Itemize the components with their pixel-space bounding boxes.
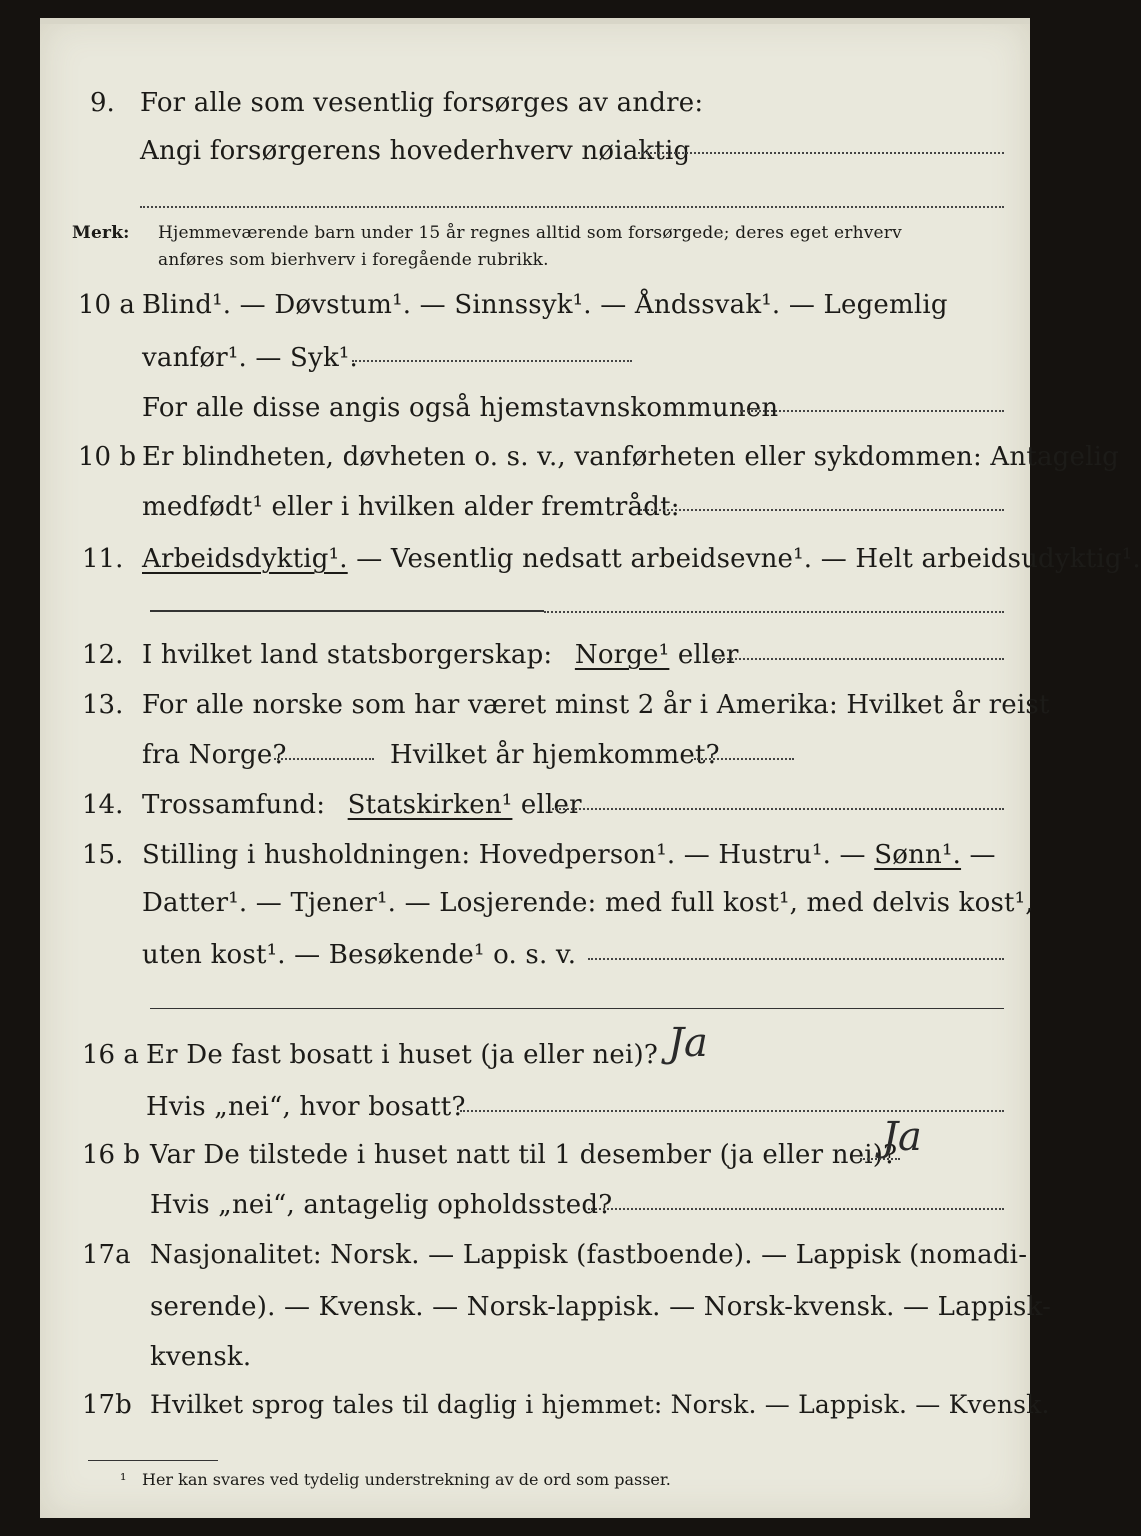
q17b-line1: Hvilket sprog tales til daglig i hjemmet: Norsk. — Lappisk. — Kvensk. [150,1390,1050,1419]
q17b-number: 17b [82,1390,132,1420]
q11-rest: — Vesentlig nedsatt arbeidsevne¹. — Helt arbeidsudyktig¹. [356,544,1141,574]
q17a-line2: serende). — Kvensk. — Norsk-lappisk. — Norsk-kvensk. — Lappisk- [150,1292,1052,1322]
q12-answer-field[interactable] [712,658,1004,660]
q11-rule [150,610,544,612]
q9-line2: Angi forsørgerens hovederhverv nøiaktig [140,136,691,166]
q14-tail: eller [520,790,582,820]
merk-line2: anføres som bierhverv i foregående rubrikk. [158,250,549,270]
q9-line1: For alle som vesentlig forsørges av andre: [140,88,704,118]
footnote-rule [88,1460,218,1461]
q9-answer-field[interactable] [638,152,1004,154]
q9-number: 9. [90,88,115,118]
q14-option-statskirken[interactable]: Statskirken¹ [347,790,513,820]
q15-line1a: Stilling i husholdningen: Hovedperson¹. — Hustru¹. — [142,840,866,870]
q17a-line1: Nasjonalitet: Norsk. — Lappisk (fastboende). — Lappisk (nomadi- [150,1240,1028,1270]
q12-line [142,640,739,670]
q13-return-field[interactable] [694,758,794,760]
q13-line1: For alle norske som har været minst 2 år i Amerika: Hvilket år reist [142,690,1050,720]
q16b-line1: Var De tilstede i huset natt til 1 desember (ja eller nei)? [150,1140,898,1170]
q15-line1 [142,840,996,870]
q11-answer-field[interactable] [544,611,1004,613]
q10b-number: 10 b [78,442,136,472]
q16b-location-field[interactable] [588,1208,1004,1210]
q10a-line3: For alle disse angis også hjemstavnskommunen [142,393,779,423]
q16a-line1: Er De fast bosatt i huset (ja eller nei)? [146,1040,658,1070]
q13-line2b: Hvilket år hjemkommet? [390,740,720,770]
q15-line1c: — [969,840,996,870]
merk-line1: Hjemmeværende barn under 15 år regnes alltid som forsørgede; deres eget erhverv [158,223,902,243]
q15-answer-field[interactable] [588,958,1004,960]
q9-answer-field-2[interactable] [140,206,1004,208]
q12-text: I hvilket land statsborgerskap: [142,640,553,670]
q16a-number: 16 a [82,1040,139,1070]
q11-option-arbeidsdyktig[interactable]: Arbeidsdyktig¹. [142,544,348,574]
footnote-text: Her kan svares ved tydelig understrekning av de ord som passer. [142,1470,671,1489]
q10a-line2: vanfør¹. — Syk¹. [142,343,358,373]
q12-tail: eller [677,640,739,670]
merk-label: Merk: [72,223,130,243]
q10b-line2: medfødt¹ eller i hvilken alder fremtrådt: [142,492,680,522]
q16b-number: 16 b [82,1140,140,1170]
q10a-answer-field[interactable] [352,360,632,362]
q13-number: 13. [82,690,124,720]
q16b-handwritten-answer[interactable]: Ja [882,1114,922,1160]
footnote-mark: ¹ [120,1470,127,1489]
q15-number: 15. [82,840,124,870]
q10a-line1: Blind¹. — Døvstum¹. — Sinnssyk¹. — Åndssvak¹. — Legemlig [142,290,948,320]
q14-number: 14. [82,790,124,820]
q14-line [142,790,582,820]
q12-option-norge[interactable]: Norge¹ [574,640,670,670]
census-form-page [40,18,1141,1518]
q11-number: 11. [82,544,124,574]
q16a-line2: Hvis „nei“, hvor bosatt? [146,1092,466,1122]
q13-departure-field[interactable] [274,758,374,760]
q14-text: Trossamfund: [142,790,326,820]
q14-answer-field[interactable] [552,808,1004,810]
q17a-line3: kvensk. [150,1342,252,1372]
q15-rule [150,1008,1004,1009]
q10a-number: 10 a [78,290,135,320]
page-top-edge [40,18,1030,24]
q15-line2: Datter¹. — Tjener¹. — Losjerende: med full kost¹, med delvis kost¹, [142,888,1034,918]
q15-line3: uten kost¹. — Besøkende¹ o. s. v. [142,940,577,970]
q10b-line1: Er blindheten, døvheten o. s. v., vanførheten eller sykdommen: Antagelig [142,442,1119,472]
q13-line2a: fra Norge? [142,740,287,770]
q10a-hometown-field[interactable] [740,410,1004,412]
q16a-residence-field[interactable] [460,1110,1004,1112]
q16a-handwritten-answer[interactable]: Ja [668,1020,708,1066]
q16b-line2: Hvis „nei“, antagelig opholdssted? [150,1190,613,1220]
q10b-answer-field[interactable] [640,509,1004,511]
q17a-number: 17a [82,1240,131,1270]
q12-number: 12. [82,640,124,670]
q15-option-sonn[interactable]: Sønn¹. [874,840,962,870]
q11-line [142,544,1141,574]
